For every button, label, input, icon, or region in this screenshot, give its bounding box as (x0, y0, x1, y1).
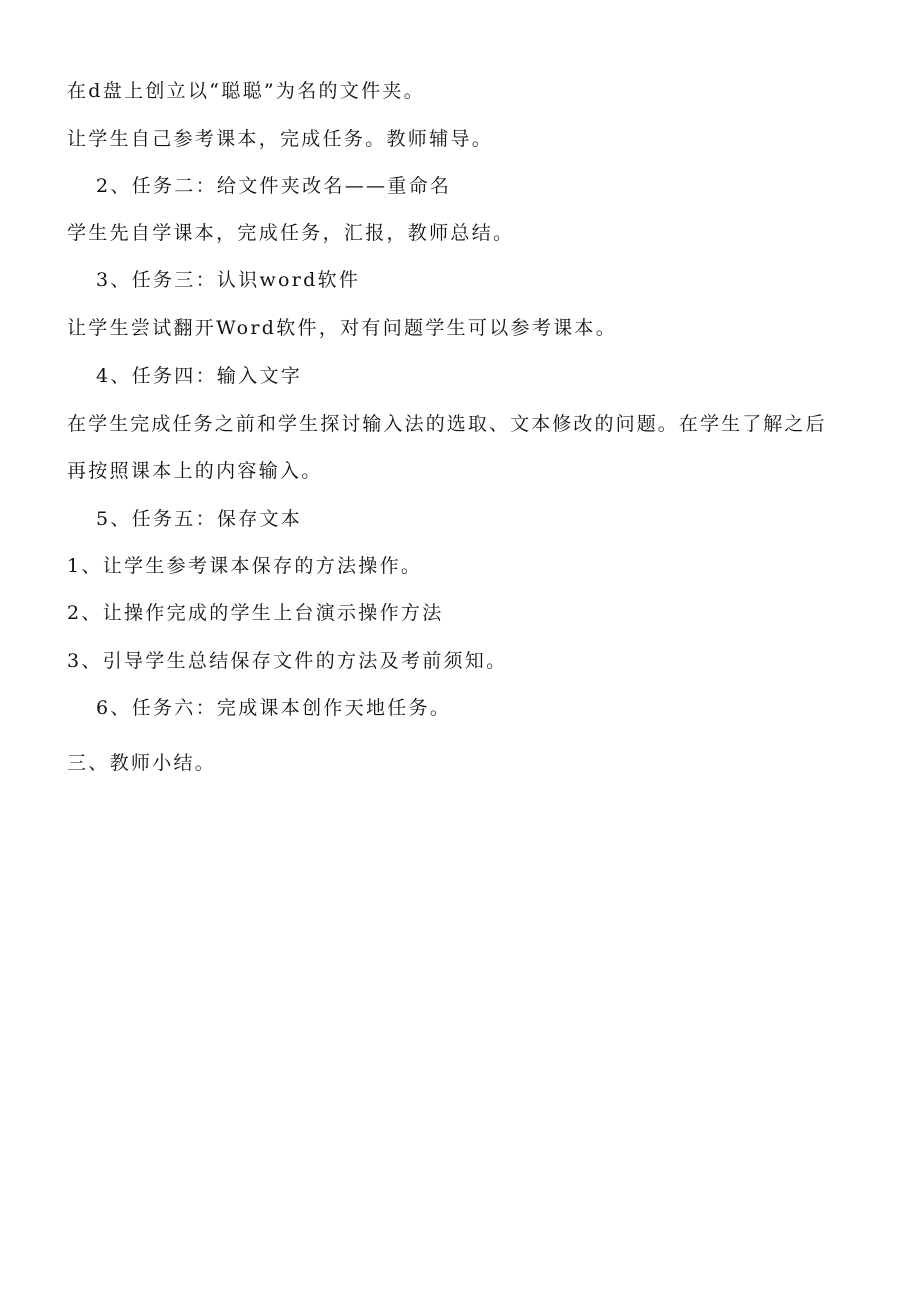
paragraph-input-content: 再按照课本上的内容输入。 (67, 460, 323, 482)
paragraph-report: 学生先自学课本，完成任务，汇报，教师总结。 (67, 222, 515, 244)
paragraph-create-folder: 在d盘上创立以“聪聪”为名的文件夹。 (67, 80, 425, 102)
heading-task-six: 6、任务六：完成课本创作天地任务。 (96, 697, 452, 719)
paragraph-open-word: 让学生尝试翻开Word软件，对有问题学生可以参考课本。 (67, 317, 618, 339)
heading-task-four: 4、任务四：输入文字 (96, 365, 303, 387)
heading-task-three: 3、任务三：认识word软件 (96, 269, 361, 291)
list-item-demo: 2、让操作完成的学生上台演示操作方法 (67, 602, 444, 624)
list-item-save-method: 1、让学生参考课本保存的方法操作。 (67, 555, 423, 577)
heading-task-two: 2、任务二：给文件夹改名——重命名 (96, 175, 452, 197)
list-item-summary: 3、引导学生总结保存文件的方法及考前须知。 (67, 650, 508, 672)
paragraph-input-method: 在学生完成任务之前和学生探讨输入法的选取、文本修改的问题。在学生了解之后 (67, 413, 827, 435)
paragraph-self-study: 让学生自己参考课本，完成任务。教师辅导。 (67, 128, 494, 150)
heading-task-five: 5、任务五：保存文本 (96, 508, 303, 530)
heading-teacher-summary: 三、教师小结。 (67, 752, 217, 774)
